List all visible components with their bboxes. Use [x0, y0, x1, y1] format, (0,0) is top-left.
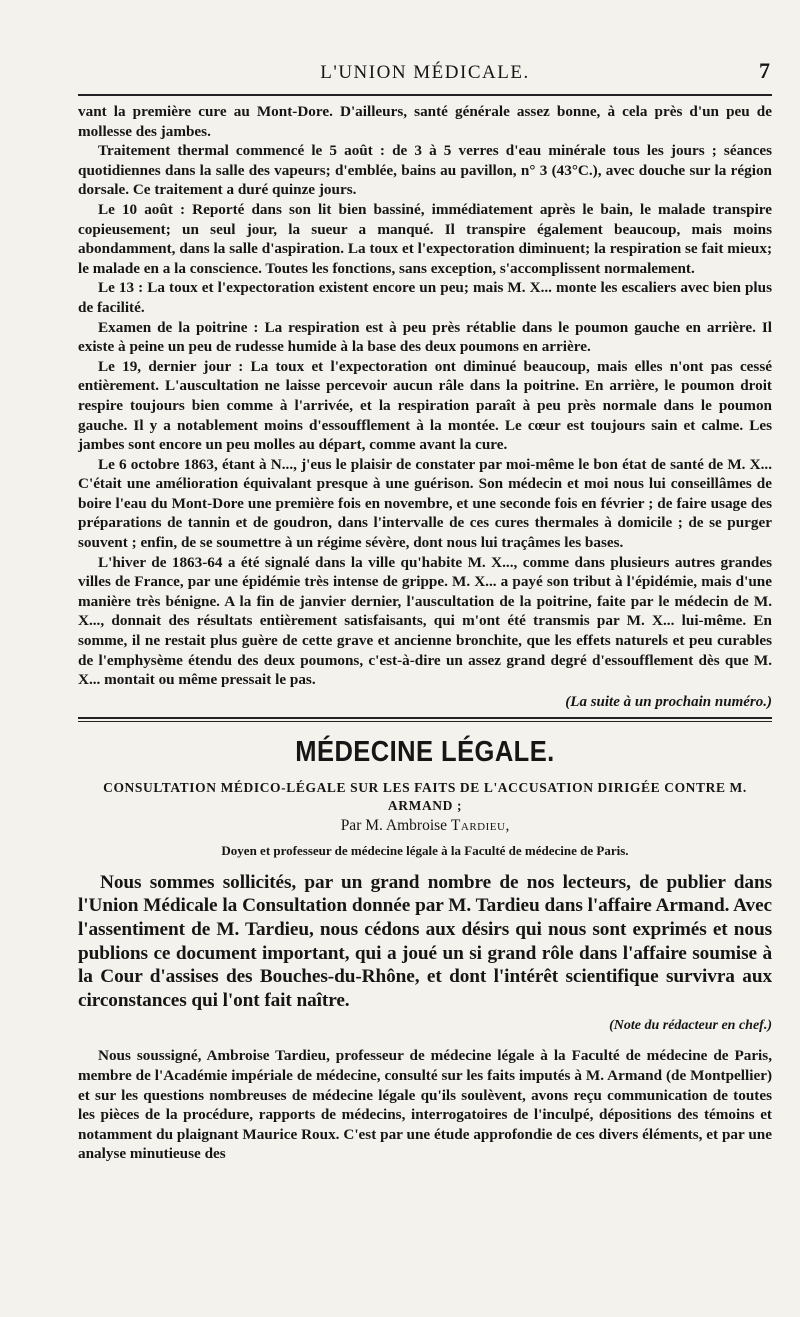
paragraph: Le 10 août : Reporté dans son lit bien bassiné, immédiatement après le bain, le malade transpire copieusement; un seul jour, la sueur a manqué. Il transpire également beaucoup, mais moins abondamment, dans la salle d'aspiration. La toux et l'expectoration diminuent; la respiration se fait mieux; le malade en a la conscience. Toutes les fonctions, sans exception, s'accomplissent normalement.	[78, 200, 772, 277]
case-report	[78, 102, 772, 690]
author-name: Tardieu	[450, 816, 506, 834]
running-header	[78, 58, 772, 88]
paragraph: vant la première cure au Mont-Dore. D'ailleurs, santé générale assez bonne, à cela près d'un peu de mollesse des jambes.	[78, 103, 772, 140]
consultation-body: Nous soussigné, Ambroise Tardieu, professeur de médecine légale à la Faculté de médecine de Paris, membre de l'Académie impériale de médecine, consulté sur les faits imputés à M. Armand (de Montpellier) et sur les questions nombreuses de médecine légale qu'ils soulèvent, avons reçu communication de toutes les pièces de la procédure, rapports de médecins, interrogatoires de l'inculpé, dépositions des témoins et notamment du plaignant Maurice Roux. C'est par une étude approfondie de ces divers éléments, et par une analyse minutieuse des	[78, 1047, 772, 1163]
consultation-title: CONSULTATION MÉDICO-LÉGALE SUR LES FAITS DE L'ACCUSATION DIRIGÉE CONTRE M. ARMAND ;	[103, 779, 747, 813]
byline	[78, 817, 772, 835]
paragraph: Le 19, dernier jour : La toux et l'expectoration ont diminué beaucoup, mais elles n'ont pas cessé entièrement. L'auscultation ne laisse percevoir aucun râle dans la poitrine. En arrière, le poumon droit respire toujours bien comme à l'arrivée, et la respiration paraît à peu près normale dans le poumon gauche. Il y a notablement moins d'essoufflement à la montée. Le cœur est toujours sain et calme. Les jambes sont encore un peu molles au départ, comme avant la cure.	[78, 357, 772, 454]
header-rule	[78, 94, 772, 96]
byline-prefix: Par M. Ambroise	[340, 816, 448, 834]
paragraph: Traitement thermal commencé le 5 août : de 3 à 5 verres d'eau minérale tous les jours ; séances quotidiennes dans la salle des vapeurs; d'emblée, bains au pavillon, n° 3 (43°C.), avec douche sur la région dorsale. Ce traitement a duré quinze jours.	[78, 142, 772, 199]
paragraph: Le 6 octobre 1863, étant à N..., j'eus le plaisir de constater par moi-même le bon état de santé de M. X... C'était une amélioration équivalant presque à une guérison. Son médecin et moi nous lui conseillâmes de boire l'eau du Mont-Dore une première fois en novembre, et une seconde fois en février ; de faire usage des préparations de tannin et de goudron, dans l'intervalle de ces cures thermales à domicile ; de se purger souvent ; enfin, de se soumettre à un régime sévère, dont nous lui traçâmes les bases.	[78, 455, 772, 552]
editor-note: (Note du rédacteur en chef.)	[609, 1018, 772, 1034]
continuation-note: (La suite à un prochain numéro.)	[565, 693, 772, 710]
section-heading: MÉDECINE LÉGALE.	[295, 735, 555, 768]
editor-intro: Nous sommes sollicités, par un grand nombre de nos lecteurs, de publier dans l'Union Médicale la Consultation donnée par M. Tardieu dans l'affaire Armand. Avec l'assentiment de M. Tardieu, nous cédons aux désirs qui nous sont exprimés et nous publions ce document important, qui a joué un si grand rôle dans l'affaire soumise à la Cour d'assises des Bouches-du-Rhône, et dont l'intérêt scientifique survivra aux circonstances qui l'ont fait naître.	[78, 871, 772, 1011]
byline-suffix: ,	[505, 816, 510, 834]
journal-title: L'UNION MÉDICALE.	[320, 62, 530, 83]
section-rule	[78, 717, 772, 722]
page	[78, 58, 772, 1164]
paragraph: L'hiver de 1863-64 a été signalé dans la ville qu'habite M. X..., comme dans plusieurs autres grandes villes de France, par une épidémie très intense de grippe. M. X... a payé son tribut à l'épidémie, mais d'une manière très bénigne. A la fin de janvier dernier, l'auscultation de la poitrine, faite par le médecin de M. X..., donnait des résultats entièrement satisfaisants, qui m'ont été transmis par M. X... lui-même. En somme, il ne restait plus guère de cette grave et ancienne bronchite, que les effets naturels et peu curables de l'emphysème étendu des deux poumons, c'est-à-dire un assez grand degré d'essoufflement dès que M. X... montait ou même pressait le pas.	[78, 553, 772, 689]
paragraph: Le 13 : La toux et l'expectoration existent encore un peu; mais M. X... monte les escaliers avec bien plus de facilité.	[78, 279, 772, 316]
author-role: Doyen et professeur de médecine légale à la Faculté de médecine de Paris.	[221, 842, 629, 858]
paragraph: Examen de la poitrine : La respiration est à peu près rétablie dans le poumon gauche en arrière. Il existe à peine un peu de rudesse humide à la base des deux poumons en arrière.	[78, 318, 772, 356]
page-number: 7	[759, 58, 770, 83]
